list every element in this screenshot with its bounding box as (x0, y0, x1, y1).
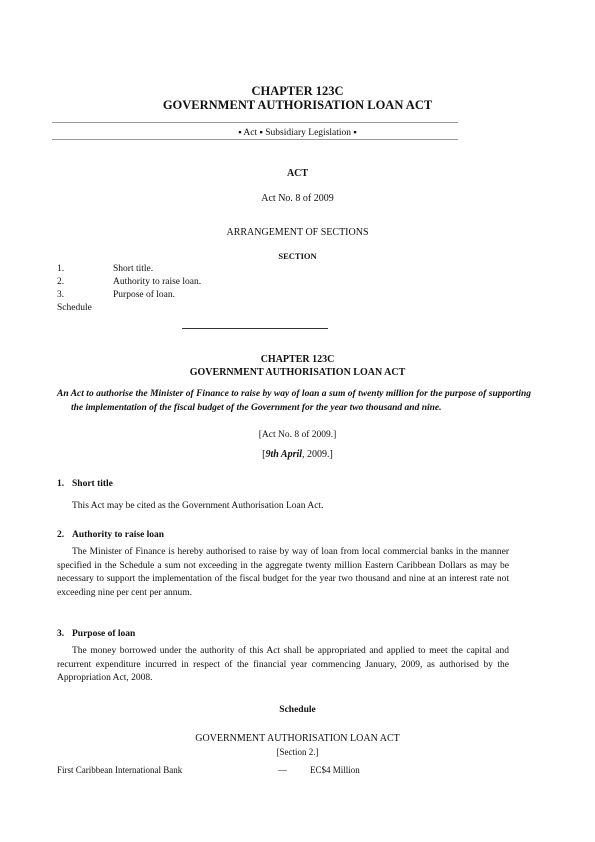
section-1-heading (57, 479, 113, 489)
schedule-title: GOVERNMENT AUTHORISATION LOAN ACT (195, 733, 400, 744)
commencement-date (0, 449, 595, 460)
body-chapter-number: CHAPTER 123C (260, 354, 335, 365)
lender-name: First Caribbean International Bank (57, 765, 183, 775)
section-number: 2. (57, 530, 65, 540)
chapter-number: CHAPTER 123C (251, 84, 344, 98)
act-number: Act No. 8 of 2009 (261, 193, 334, 204)
row-dash: — (278, 765, 287, 775)
date-bracket: [ (262, 449, 266, 460)
section-1-text: This Act may be cited as the Government Authorisation Loan Act. (72, 501, 324, 511)
body-act-title: GOVERNMENT AUTHORISATION LOAN ACT (189, 367, 406, 378)
top-rule (52, 122, 458, 123)
toc-title: Authority to raise loan. (113, 277, 202, 287)
section-2-heading (57, 530, 164, 540)
section-title: Short title (72, 479, 113, 489)
section-number: 3. (57, 629, 65, 639)
act-heading: ACT (286, 168, 309, 179)
toc-title: Purpose of loan. (113, 290, 176, 300)
section-title: Authority to raise loan (72, 530, 165, 540)
section-title: Purpose of loan (72, 629, 136, 639)
section-divider (182, 328, 328, 329)
bottom-rule (52, 139, 458, 140)
long-title: An Act to authorise the Minister of Finance to raise by way of loan a sum of twenty million for the purpose of supporting the implementation of the fiscal budget of the Government for the year two thousand and nine. (57, 389, 531, 413)
schedule-reference: [Section 2.] (276, 747, 319, 757)
section-3-heading (57, 629, 135, 639)
loan-amount: EC$4 Million (310, 765, 360, 775)
schedule-heading: Schedule (279, 705, 316, 715)
document-links[interactable]: ▪ Act ▪ Subsidiary Legislation ▪ (238, 128, 357, 138)
section-label: SECTION (278, 251, 317, 261)
toc-title: Short title. (113, 264, 154, 274)
section-3-text: The money borrowed under the authority of this Act shall be appropriated and applied to meet the capital and recurrent expenditure incurred in respect of the financial year commencing January, 2009, as authorised by the Appropriation Act, 2008. (57, 646, 509, 683)
section-2-text: The Minister of Finance is hereby authorised to raise by way of loan from local commercial banks in the manner specified in the Schedule a sum not exceeding in the aggregate twenty million Eastern Caribbean Dollars as may be necessary to support the implementation of the fiscal budget for the year two thousand and nine at an interest rate not exceeding nine per cent per annum. (57, 547, 509, 598)
section-number: 1. (57, 479, 65, 489)
toc-number: 2. (57, 277, 65, 287)
toc-number: Schedule (57, 303, 92, 313)
date-year: , 2009.] (302, 449, 333, 460)
act-title: GOVERNMENT AUTHORISATION LOAN ACT (162, 98, 433, 112)
arrangement-heading: ARRANGEMENT OF SECTIONS (226, 227, 369, 238)
toc-number: 3. (57, 290, 65, 300)
date-day: 9th April (265, 449, 303, 460)
act-reference: [Act No. 8 of 2009.] (258, 430, 337, 440)
toc-number: 1. (57, 264, 65, 274)
